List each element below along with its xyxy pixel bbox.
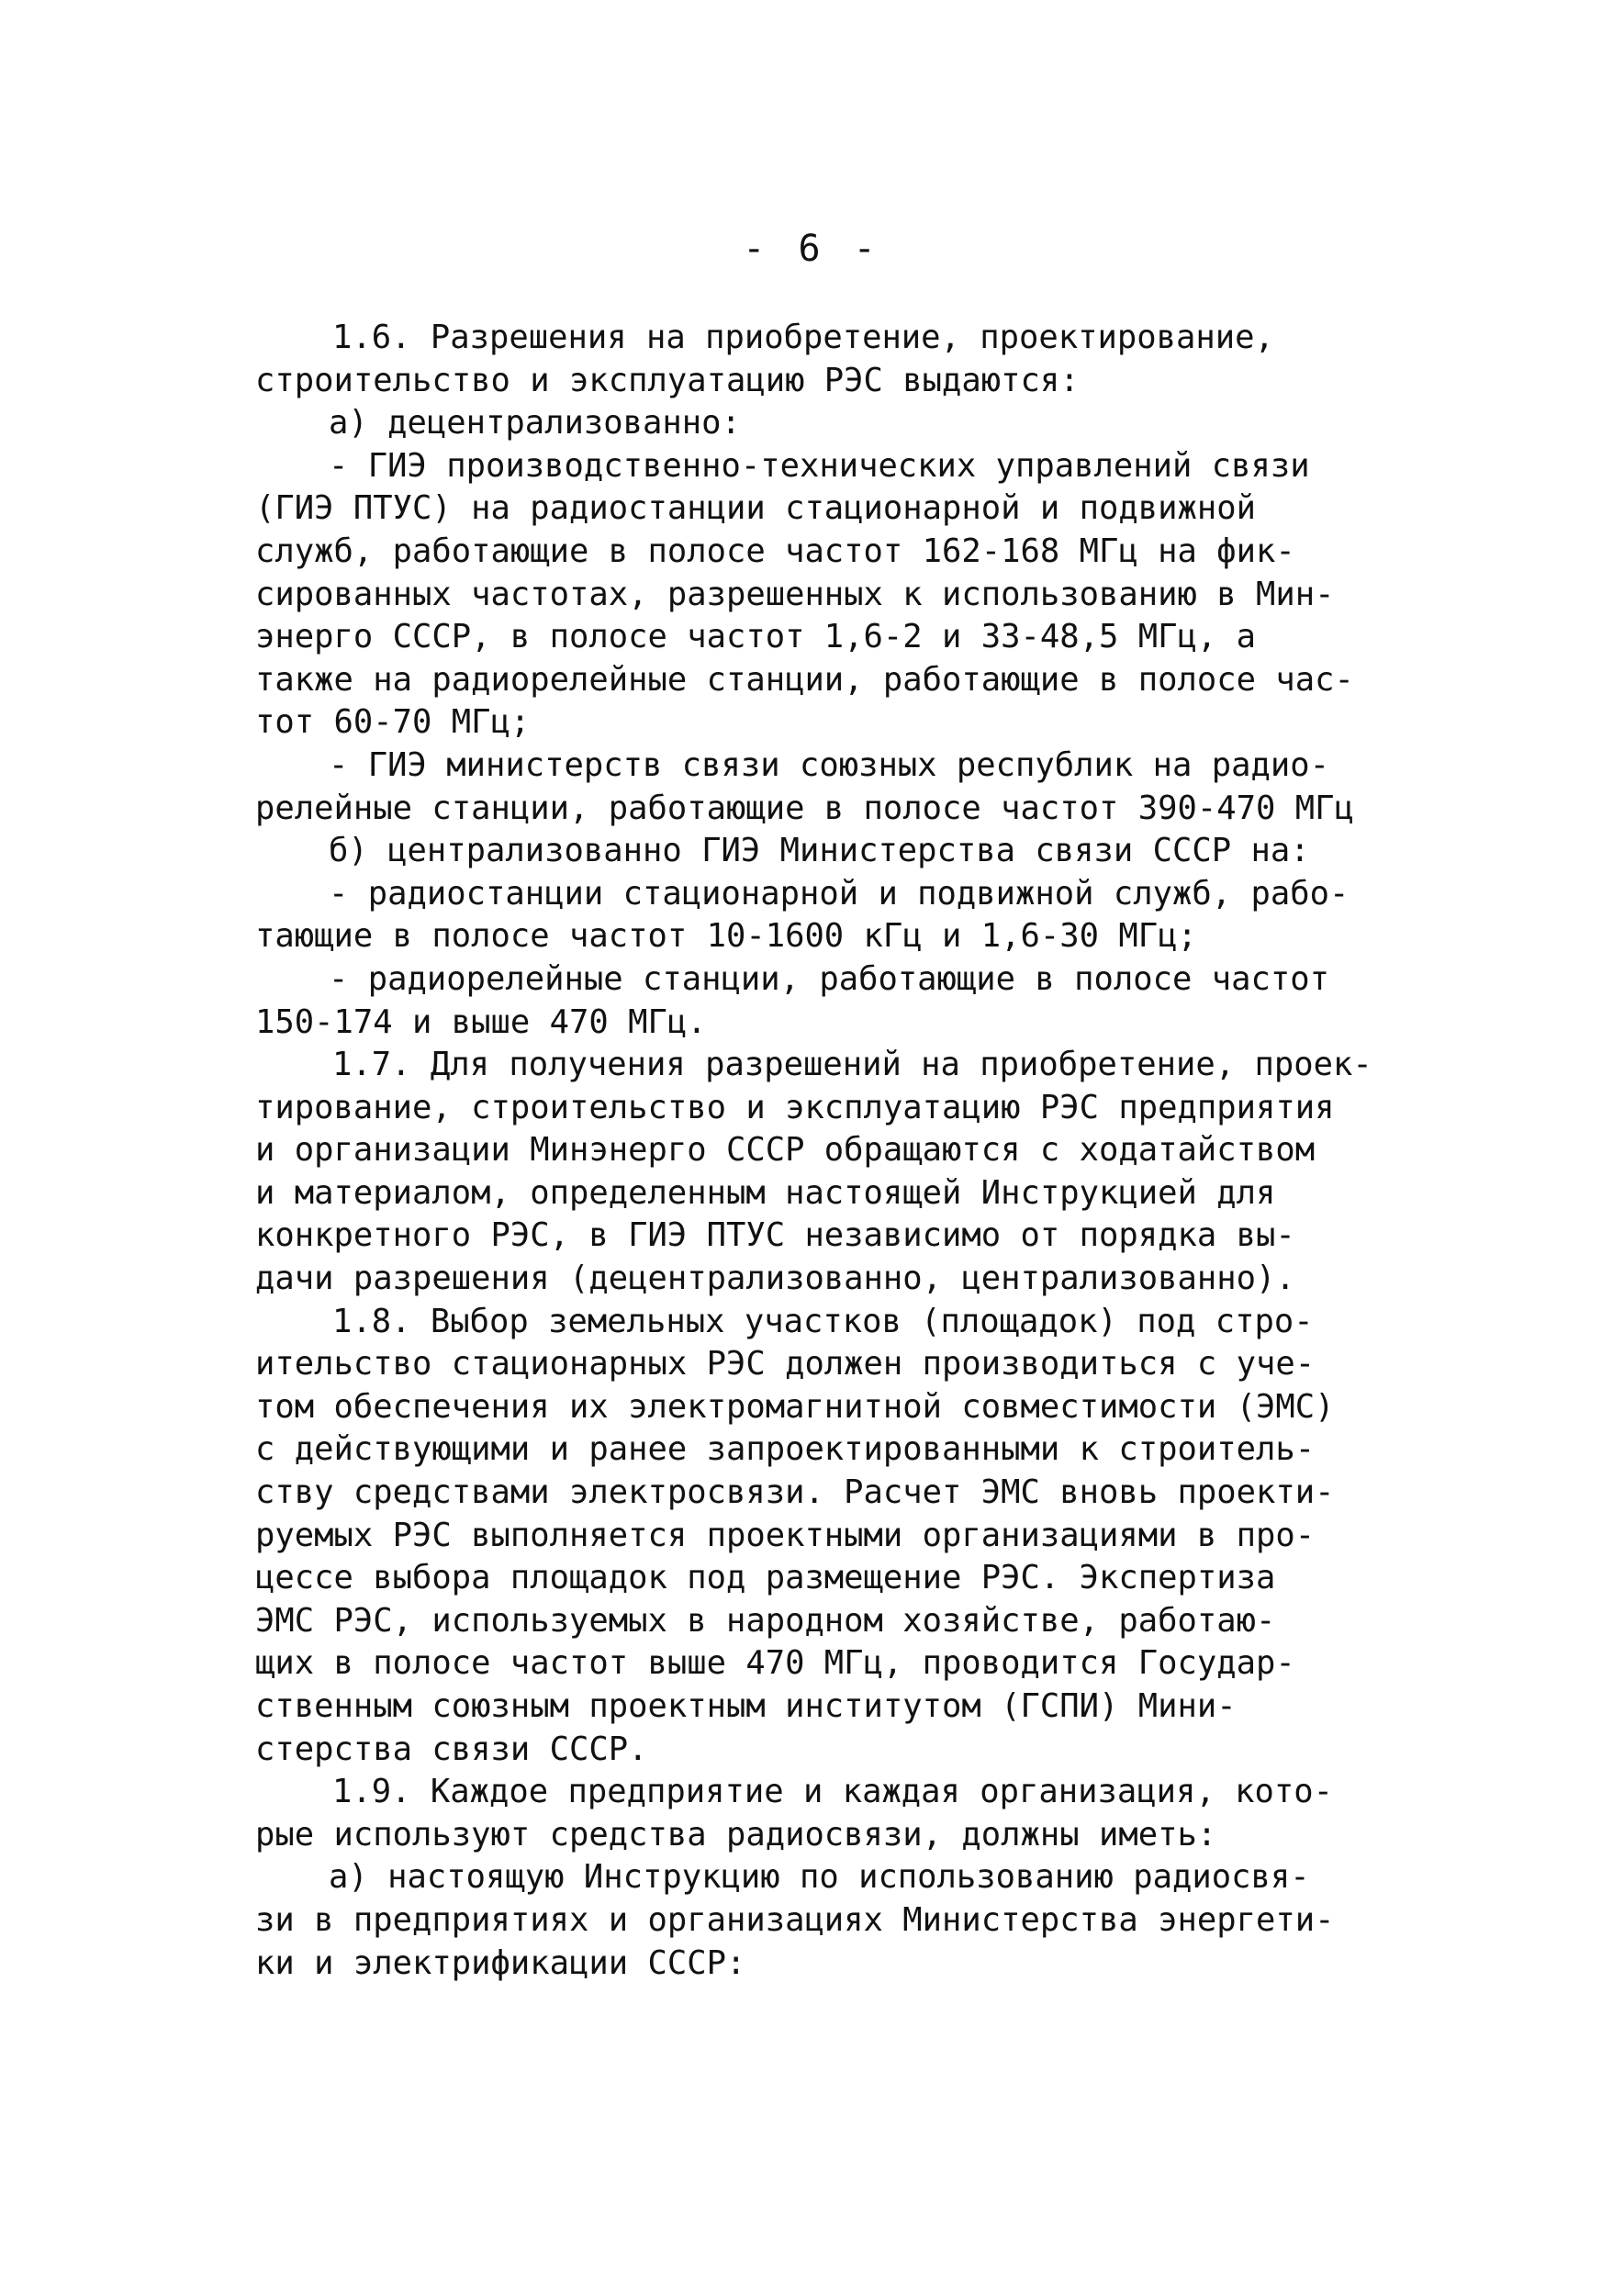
page-number: - 6 - <box>743 228 881 270</box>
list-item-a-instruction: а) настоящую Инструкцию по использованию радиосвя- <box>329 1858 1310 1897</box>
text-line: ки и электрификации СССР: <box>255 1943 746 1982</box>
text-line: ственным союзным проектным институтом (ГСПИ) Мини- <box>255 1687 1237 1725</box>
text-line: служб, работающие в полосе частот 162-168 МГц на фик- <box>255 532 1295 570</box>
list-dash-item: - радиостанции стационарной и подвижной служб, рабо- <box>329 874 1350 913</box>
text-line: цессе выбора площадок под размещение РЭС. Экспертиза <box>255 1559 1276 1597</box>
list-item-a-decentralized: а) децентрализованно: <box>329 404 741 442</box>
text-line: стерства связи СССР. <box>255 1730 648 1768</box>
section-1-6-heading-line: 1.6. Разрешения на приобретение, проектирование, <box>332 319 1274 356</box>
text-line: руемых РЭС выполняется проектными организациями в про- <box>255 1516 1316 1554</box>
text-line: также на радиорелейные станции, работающие в полосе час- <box>255 660 1354 699</box>
text-line: и материалом, определенным настоящей Инструкцией для <box>255 1173 1276 1212</box>
text-line: ЭМС РЭС, используемых в народном хозяйстве, работаю- <box>255 1601 1276 1640</box>
section-1-8-heading-line: 1.8. Выбор земельных участков (площадок) под стро- <box>332 1302 1314 1340</box>
text-line: дачи разрешения (децентрализованно, централизованно). <box>255 1260 1295 1298</box>
text-line: строительство и эксплуатацию РЭС выдаются: <box>255 361 1080 399</box>
text-line: тирование, строительство и эксплуатацию РЭС предприятия <box>255 1088 1335 1126</box>
list-dash-item: - радиорелейные станции, работающие в полосе частот <box>329 959 1330 998</box>
section-1-7-heading-line: 1.7. Для получения разрешений на приобретение, проек- <box>332 1046 1372 1084</box>
text-line: зи в предприятиях и организациях Министерства энергети- <box>255 1900 1335 1939</box>
text-line: ительство стационарных РЭС должен производиться с уче- <box>255 1345 1316 1383</box>
text-line: конкретного РЭС, в ГИЭ ПТУС независимо от порядка вы- <box>255 1216 1295 1255</box>
text-line: рые используют средства радиосвязи, должны иметь: <box>255 1815 1217 1854</box>
text-line: энерго СССР, в полосе частот 1,6-2 и 33-48,5 МГц, а <box>255 618 1257 656</box>
text-line: ству средствами электросвязи. Расчет ЭМС вновь проекти- <box>255 1473 1335 1512</box>
text-line: (ГИЭ ПТУС) на радиостанции стационарной и подвижной <box>255 489 1257 528</box>
list-dash-item: - ГИЭ министерств связи союзных республик на радио- <box>329 745 1330 784</box>
text-line: сированных частотах, разрешенных к использованию в Мин- <box>255 575 1335 613</box>
text-line: с действующими и ранее запроектированными к строитель- <box>255 1430 1316 1469</box>
text-line: щих в полосе частот выше 470 МГц, проводится Государ- <box>255 1644 1295 1683</box>
text-line: тот 60-70 МГц; <box>255 703 531 742</box>
text-line: тающие в полосе частот 10-1600 кГц и 1,6-30 МГц; <box>255 917 1197 956</box>
section-1-9-heading-line: 1.9. Каждое предприятие и каждая организация, кото- <box>332 1773 1334 1811</box>
body-text <box>255 317 1394 1985</box>
list-item-b-centralized: б) централизованно ГИЭ Министерства связи СССР на: <box>329 832 1310 870</box>
text-line: 150-174 и выше 470 МГц. <box>255 1002 707 1041</box>
text-line: и организации Минэнерго СССР обращаются с ходатайством <box>255 1131 1316 1170</box>
text-line: том обеспечения их электромагнитной совместимости (ЭМС) <box>255 1387 1335 1426</box>
list-dash-item: - ГИЭ производственно-технических управлений связи <box>329 446 1310 485</box>
text-line: релейные станции, работающие в полосе частот 390-470 МГц <box>255 789 1354 827</box>
